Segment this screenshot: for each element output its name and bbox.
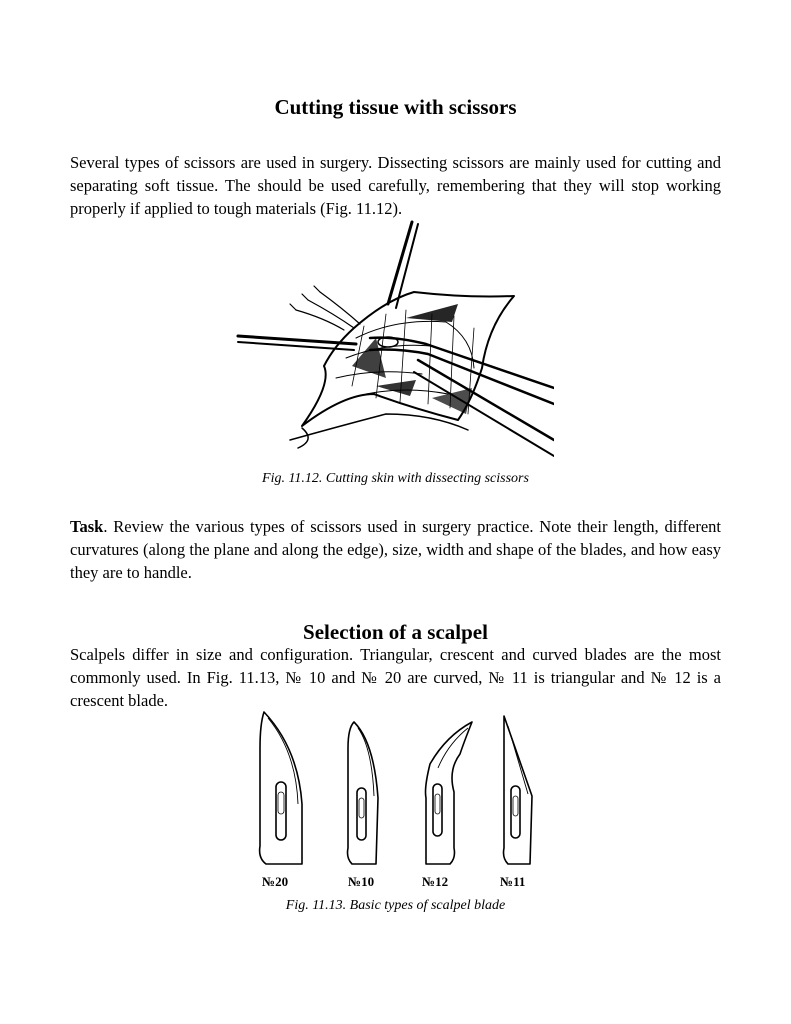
scalpel-blades-figure <box>250 708 540 890</box>
section-title-scalpel: Selection of a scalpel <box>303 620 488 644</box>
blade-label-20: №20 <box>262 874 289 889</box>
blade-label-11: №11 <box>500 874 526 889</box>
blade-label-12: №12 <box>422 874 449 889</box>
scissors-cutting-figure <box>236 218 554 470</box>
blade-11-icon <box>504 716 533 864</box>
blade-12-icon <box>426 722 473 864</box>
figure-caption-11-13: Fig. 11.13. Basic types of scalpel blade <box>285 898 506 913</box>
figure-caption-11-12: Fig. 11.12. Cutting skin with dissecting scissors <box>262 471 529 486</box>
blade-label-10: №10 <box>348 874 375 889</box>
task-paragraph <box>70 515 721 584</box>
blade-10-icon <box>348 722 379 864</box>
section-title-scissors: Cutting tissue with scissors <box>274 95 517 119</box>
scissors-paragraph: Several types of scissors are used in surgery. Dissecting scissors are mainly used for cutting and separating soft tissue. The should be used carefully, remembering that they will stop working properly if applied to tough materials (Fig. 11.12). <box>70 153 721 218</box>
scalpel-paragraph: Scalpels differ in size and configuration. Triangular, crescent and curved blades are the most commonly used. In Fig. 11.13, № 10 and № 20 are curved, № 11 is triangular and № 12 is a crescent blade. <box>70 645 721 710</box>
task-text: . Review the various types of scissors used in surgery practice. Note their length, different curvatures (along the plane and along the edge), size, width and shape of the blades, and how easy they are to handle. <box>70 517 721 582</box>
blade-20-icon <box>260 712 302 864</box>
task-label: Task <box>70 517 104 536</box>
